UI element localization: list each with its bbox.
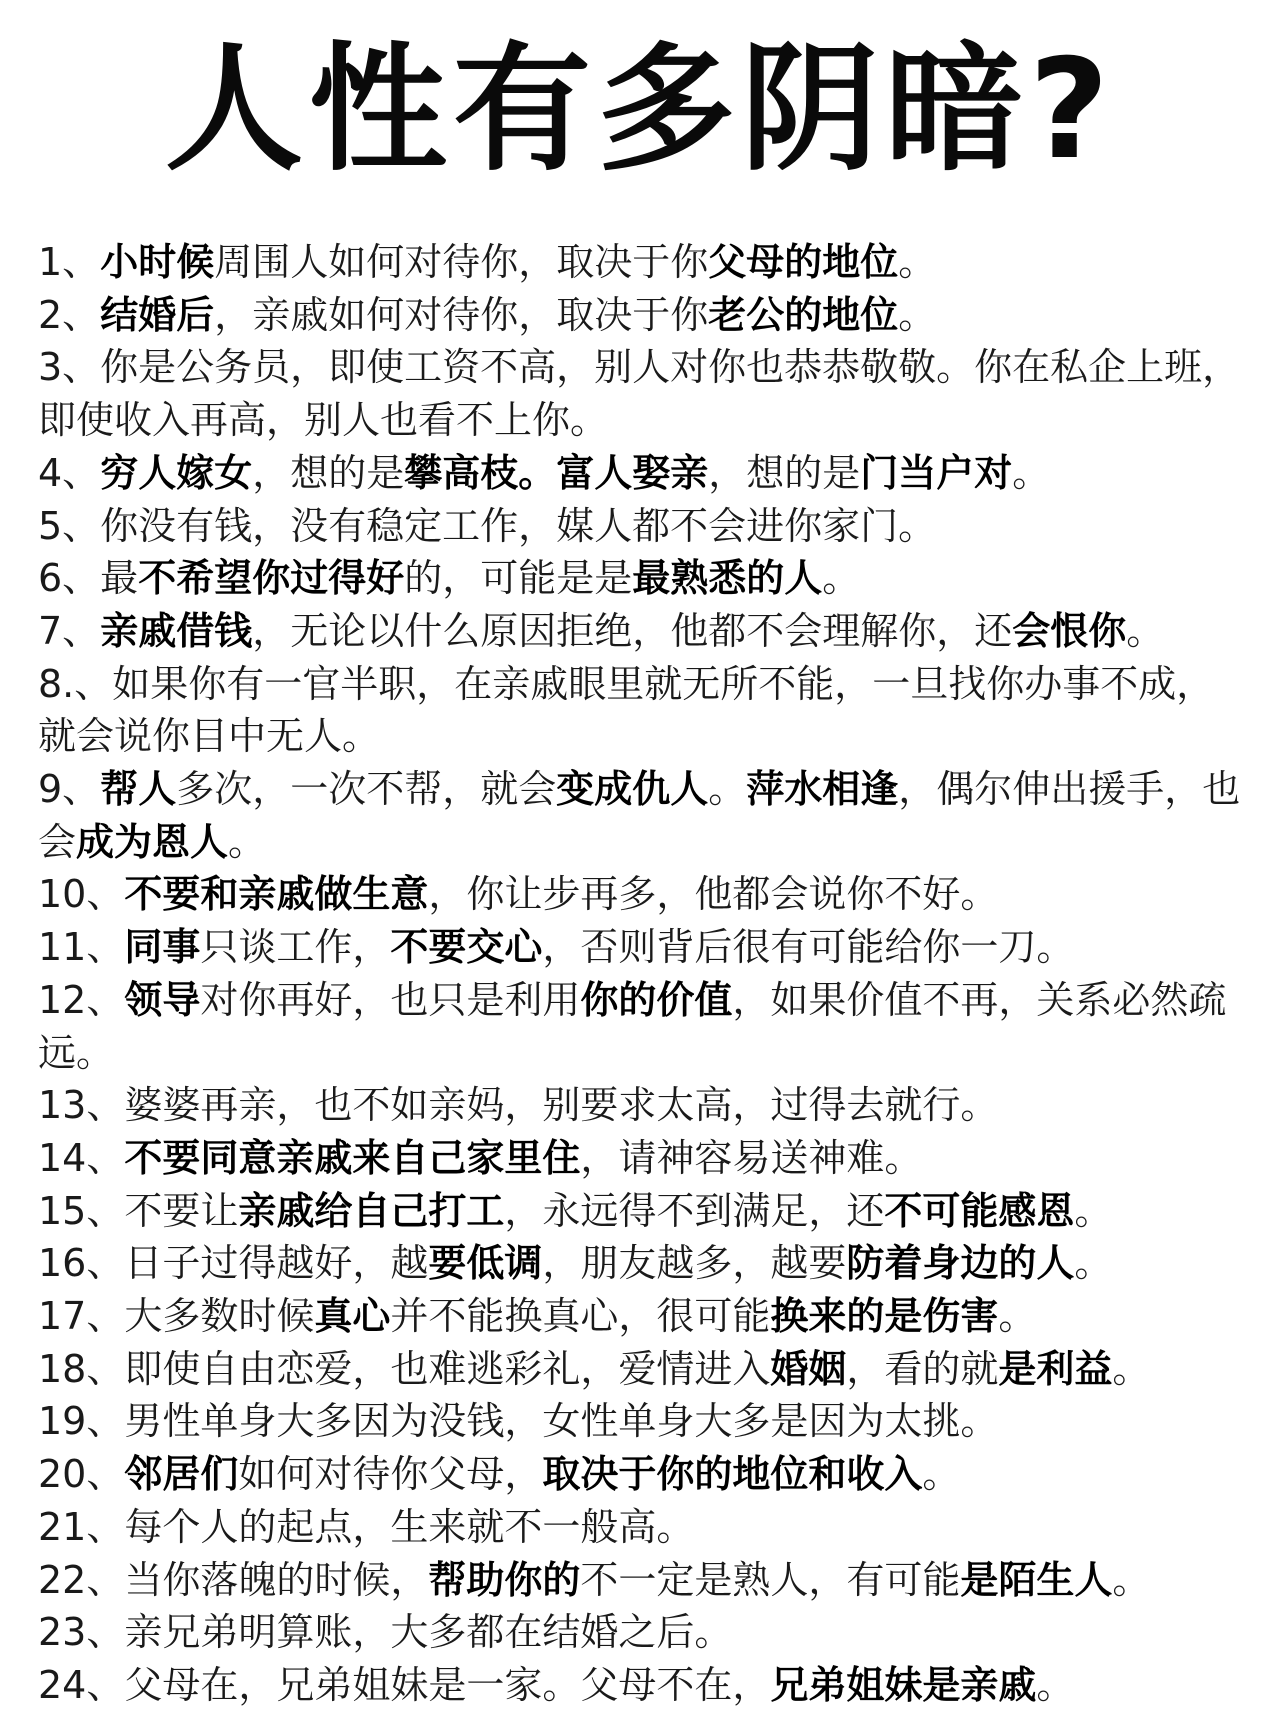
list-item: [38, 974, 1248, 1079]
item-text: 24、父母在，兄弟姐妹是一家。父母不在，: [38, 1662, 771, 1707]
emphasis-text: 亲戚借钱: [100, 608, 253, 653]
list-item: [38, 236, 1248, 289]
item-text: 13、婆婆再亲，也不如亲妈，别要求太高，过得去就行。: [38, 1083, 999, 1128]
list-item: [38, 921, 1248, 974]
item-text: 。: [1012, 450, 1051, 495]
item-text: 。: [1126, 608, 1165, 653]
item-text: ，偶尔伸出援手，也会: [38, 767, 1241, 864]
emphasis-text: 换来的是伤害: [770, 1294, 999, 1339]
list-item: [38, 1448, 1248, 1501]
emphasis-text: 领导: [124, 977, 201, 1022]
item-text: 1、: [38, 240, 101, 284]
emphasis-text: 小时候: [100, 240, 215, 284]
emphasis-text: 取决于你的地位和收入: [542, 1452, 923, 1497]
item-text: ，请神容易送神难。: [580, 1135, 923, 1180]
item-text: 11、: [38, 925, 125, 970]
list-item: [38, 658, 1248, 763]
emphasis-text: 老公的地位: [708, 292, 899, 337]
emphasis-text: 父母的地位: [708, 240, 899, 284]
emphasis-text: 是利益: [998, 1346, 1113, 1391]
list-item: [38, 1343, 1248, 1396]
item-text: 。: [1074, 1241, 1113, 1286]
list-item: [38, 552, 1248, 605]
item-text: 如何对待你父母，: [238, 1452, 543, 1497]
list-item: [38, 1606, 1248, 1659]
item-text: 。: [922, 1452, 961, 1497]
item-text: 9、: [38, 767, 101, 812]
item-text: 并不能换真心，很可能: [390, 1294, 771, 1339]
list-item: [38, 447, 1248, 500]
item-text: ，永远得不到满足，还: [504, 1188, 885, 1233]
item-text: 18、即使自由恋爱，也难逃彩礼，爱情进入: [38, 1346, 771, 1391]
list-item: [38, 1501, 1248, 1554]
item-text: 只谈工作，: [200, 925, 391, 970]
emphasis-text: 门当户对: [860, 450, 1013, 495]
list-item: [38, 1290, 1248, 1343]
item-text: 6、最: [38, 556, 139, 601]
list-item: [38, 1554, 1248, 1607]
item-text: 。: [1036, 1662, 1075, 1707]
list-item: [38, 1132, 1248, 1185]
sayings-list: [38, 236, 1248, 1712]
page-title: 人性有多阴暗?: [164, 29, 1116, 190]
item-text: 14、: [38, 1135, 125, 1180]
emphasis-text: 是陌生人: [960, 1557, 1113, 1602]
emphasis-text: 最熟悉的人: [632, 556, 823, 601]
emphasis-text: 不希望你过得好: [138, 556, 405, 601]
item-text: 7、: [38, 608, 101, 653]
emphasis-text: 不要同意亲戚来自己家里住: [124, 1135, 581, 1180]
emphasis-text: 帮助你的: [428, 1557, 581, 1602]
item-text: 。: [1112, 1557, 1151, 1602]
list-item: [38, 1079, 1248, 1132]
emphasis-text: 亲戚给自己打工: [238, 1188, 505, 1233]
item-text: 10、: [38, 872, 125, 917]
item-text: 8.、如果你有一官半职，在亲戚眼里就无所不能，一旦找你办事不成，就会说你目中无人。: [38, 661, 1215, 759]
emphasis-text: 成为恩人: [76, 819, 229, 864]
item-text: 15、不要让: [38, 1188, 239, 1233]
item-text: 2、: [38, 292, 101, 337]
item-text: 19、男性单身大多因为没钱，女性单身大多是因为太挑。: [38, 1399, 999, 1444]
emphasis-text: 穷人嫁女: [100, 450, 253, 495]
item-text: 周围人如何对待你，取决于你: [214, 240, 709, 284]
emphasis-text: 不要和亲戚做生意: [124, 872, 429, 917]
item-text: 。: [1112, 1346, 1151, 1391]
item-text: 不一定是熟人，有可能: [580, 1557, 961, 1602]
item-text: 17、大多数时候: [38, 1294, 315, 1339]
emphasis-text: 你的价值: [580, 977, 733, 1022]
item-text: ，如果价值不再，关系必然疏远。: [38, 977, 1227, 1075]
item-text: 22、当你落魄的时候，: [38, 1557, 429, 1602]
item-text: 。: [1074, 1188, 1113, 1233]
list-item: [38, 763, 1248, 868]
item-text: ，朋友越多，越要: [542, 1241, 847, 1286]
item-text: 的，可能是是: [404, 556, 633, 601]
item-text: 。: [822, 556, 861, 601]
list-item: [38, 868, 1248, 921]
item-text: 多次，一次不帮，就会: [176, 767, 557, 812]
emphasis-text: 会恨你: [1012, 608, 1127, 653]
emphasis-text: 邻居们: [124, 1452, 239, 1497]
list-item: [38, 341, 1248, 446]
emphasis-text: 不可能感恩: [884, 1188, 1075, 1233]
item-text: ，你让步再多，他都会说你不好。: [428, 872, 999, 917]
item-text: ，想的是: [252, 450, 405, 495]
item-text: 20、: [38, 1452, 125, 1497]
item-text: ，否则背后很有可能给你一刀。: [542, 925, 1075, 970]
item-text: 21、每个人的起点，生来就不一般高。: [38, 1504, 695, 1549]
item-text: 。: [228, 819, 267, 864]
emphasis-text: 婚姻: [770, 1346, 847, 1391]
emphasis-text: 同事: [124, 925, 201, 970]
item-text: 16、日子过得越好，越: [38, 1241, 429, 1286]
emphasis-text: 帮人: [100, 767, 177, 812]
emphasis-text: 结婚后: [100, 292, 215, 337]
item-text: 5、你没有钱，没有稳定工作，媒人都不会进你家门。: [38, 503, 937, 548]
emphasis-text: 变成仇人: [556, 767, 709, 812]
item-text: 。: [708, 767, 747, 812]
list-item: [38, 289, 1248, 342]
emphasis-text: 真心: [314, 1294, 391, 1339]
emphasis-text: 要低调: [428, 1241, 543, 1286]
item-text: 。: [898, 292, 937, 337]
list-item: [38, 1185, 1248, 1238]
list-item: [38, 605, 1248, 658]
item-text: ，想的是: [708, 450, 861, 495]
item-text: ，亲戚如何对待你，取决于你: [214, 292, 709, 337]
list-item: [38, 500, 1248, 553]
item-text: 3、你是公务员，即使工资不高，别人对你也恭恭敬敬。你在私企上班，即使收入再高，别人也看不上你。: [38, 345, 1241, 443]
list-item: [38, 1237, 1248, 1290]
item-text: 23、亲兄弟明算账，大多都在结婚之后。: [38, 1610, 733, 1655]
emphasis-text: 攀高枝。富人娶亲: [404, 450, 709, 495]
item-text: ，看的就: [846, 1346, 999, 1391]
item-text: 4、: [38, 450, 101, 495]
item-text: 。: [898, 240, 937, 284]
emphasis-text: 不要交心: [390, 925, 543, 970]
list-item: [38, 1395, 1248, 1448]
list-item: [38, 1659, 1248, 1712]
item-text: 12、: [38, 977, 125, 1022]
emphasis-text: 防着身边的人: [846, 1241, 1075, 1286]
item-text: ，无论以什么原因拒绝，他都不会理解你，还: [252, 608, 1013, 653]
emphasis-text: 萍水相逢: [746, 767, 899, 812]
item-text: 。: [998, 1294, 1037, 1339]
item-text: 对你再好，也只是利用: [200, 977, 581, 1022]
emphasis-text: 兄弟姐妹是亲戚: [770, 1662, 1037, 1707]
